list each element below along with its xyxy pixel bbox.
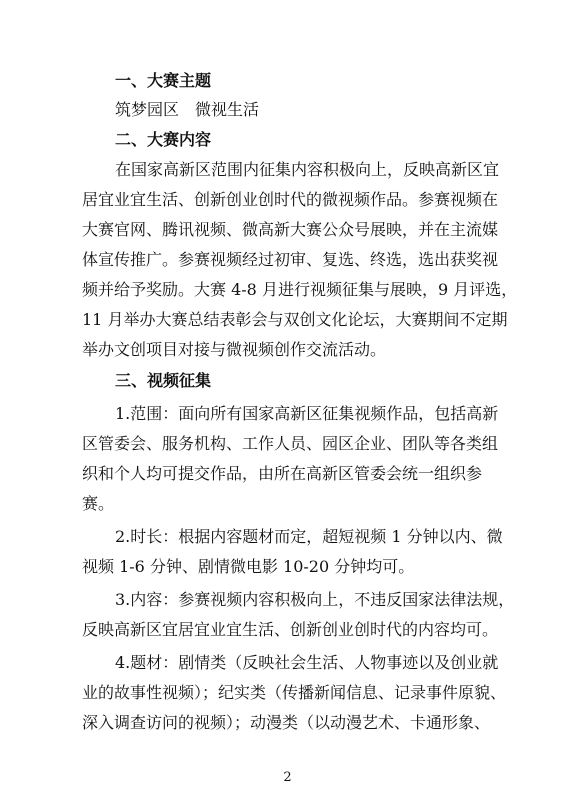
paragraph-line: 视频 1-6 分钟、剧情微电影 10-20 分钟均可。 (82, 557, 415, 576)
section-heading-theme: 一、大赛主题 (115, 71, 212, 90)
paragraph-line: 在国家高新区范围内征集内容积极向上，反映高新区宜 (115, 160, 500, 179)
section-heading-collection: 三、视频征集 (115, 371, 212, 390)
paragraph-line: 织和个人均可提交作品，由所在高新区管委会统一组织参 (82, 464, 483, 483)
paragraph-line: 2.时长：根据内容题材而定，超短视频 1 分钟以内、微 (115, 527, 503, 546)
paragraph-line: 频并给予奖励。大赛 4-8 月进行视频征集与展映，9 月评选， (82, 280, 518, 299)
paragraph-line: 深入调查访问的视频）；动漫类（以动漫艺术、卡通形象、 (82, 713, 491, 732)
page-number: 2 (283, 770, 292, 785)
paragraph-line: 3.内容：参赛视频内容积极向上，不违反国家法律法规， (115, 590, 515, 609)
paragraph-line: 1.范围：面向所有国家高新区征集视频作品，包括高新 (115, 404, 499, 423)
paragraph-line: 赛。 (82, 494, 115, 513)
paragraph-line: 大赛官网、腾讯视频、微高新大赛公众号展映，并在主流媒 (82, 220, 499, 239)
paragraph-line: 居宜业宜生活、创新创业创时代的微视频作品。参赛视频在 (82, 190, 499, 209)
paragraph-line: 反映高新区宜居宜业宜生活、创新创业创时代的内容均可。 (82, 620, 499, 639)
section-heading-content: 二、大赛内容 (115, 130, 212, 149)
theme-text: 筑梦园区 微视生活 (115, 100, 260, 119)
paragraph-line: 举办文创项目对接与微视频创作交流活动。 (82, 340, 387, 359)
paragraph-line: 区管委会、服务机构、工作人员、园区企业、团队等各类组 (82, 434, 499, 453)
paragraph-line: 11 月举办大赛总结表彰会与双创文化论坛，大赛期间不定期 (82, 310, 508, 329)
paragraph-line: 业的故事性视频）；纪实类（传播新闻信息、记录事件原貌、 (82, 683, 507, 702)
paragraph-line: 体宣传推广。参赛视频经过初审、复选、终选，选出获奖视 (82, 250, 499, 269)
paragraph-line: 4.题材：剧情类（反映社会生活、人物事迹以及创业就 (115, 653, 499, 672)
